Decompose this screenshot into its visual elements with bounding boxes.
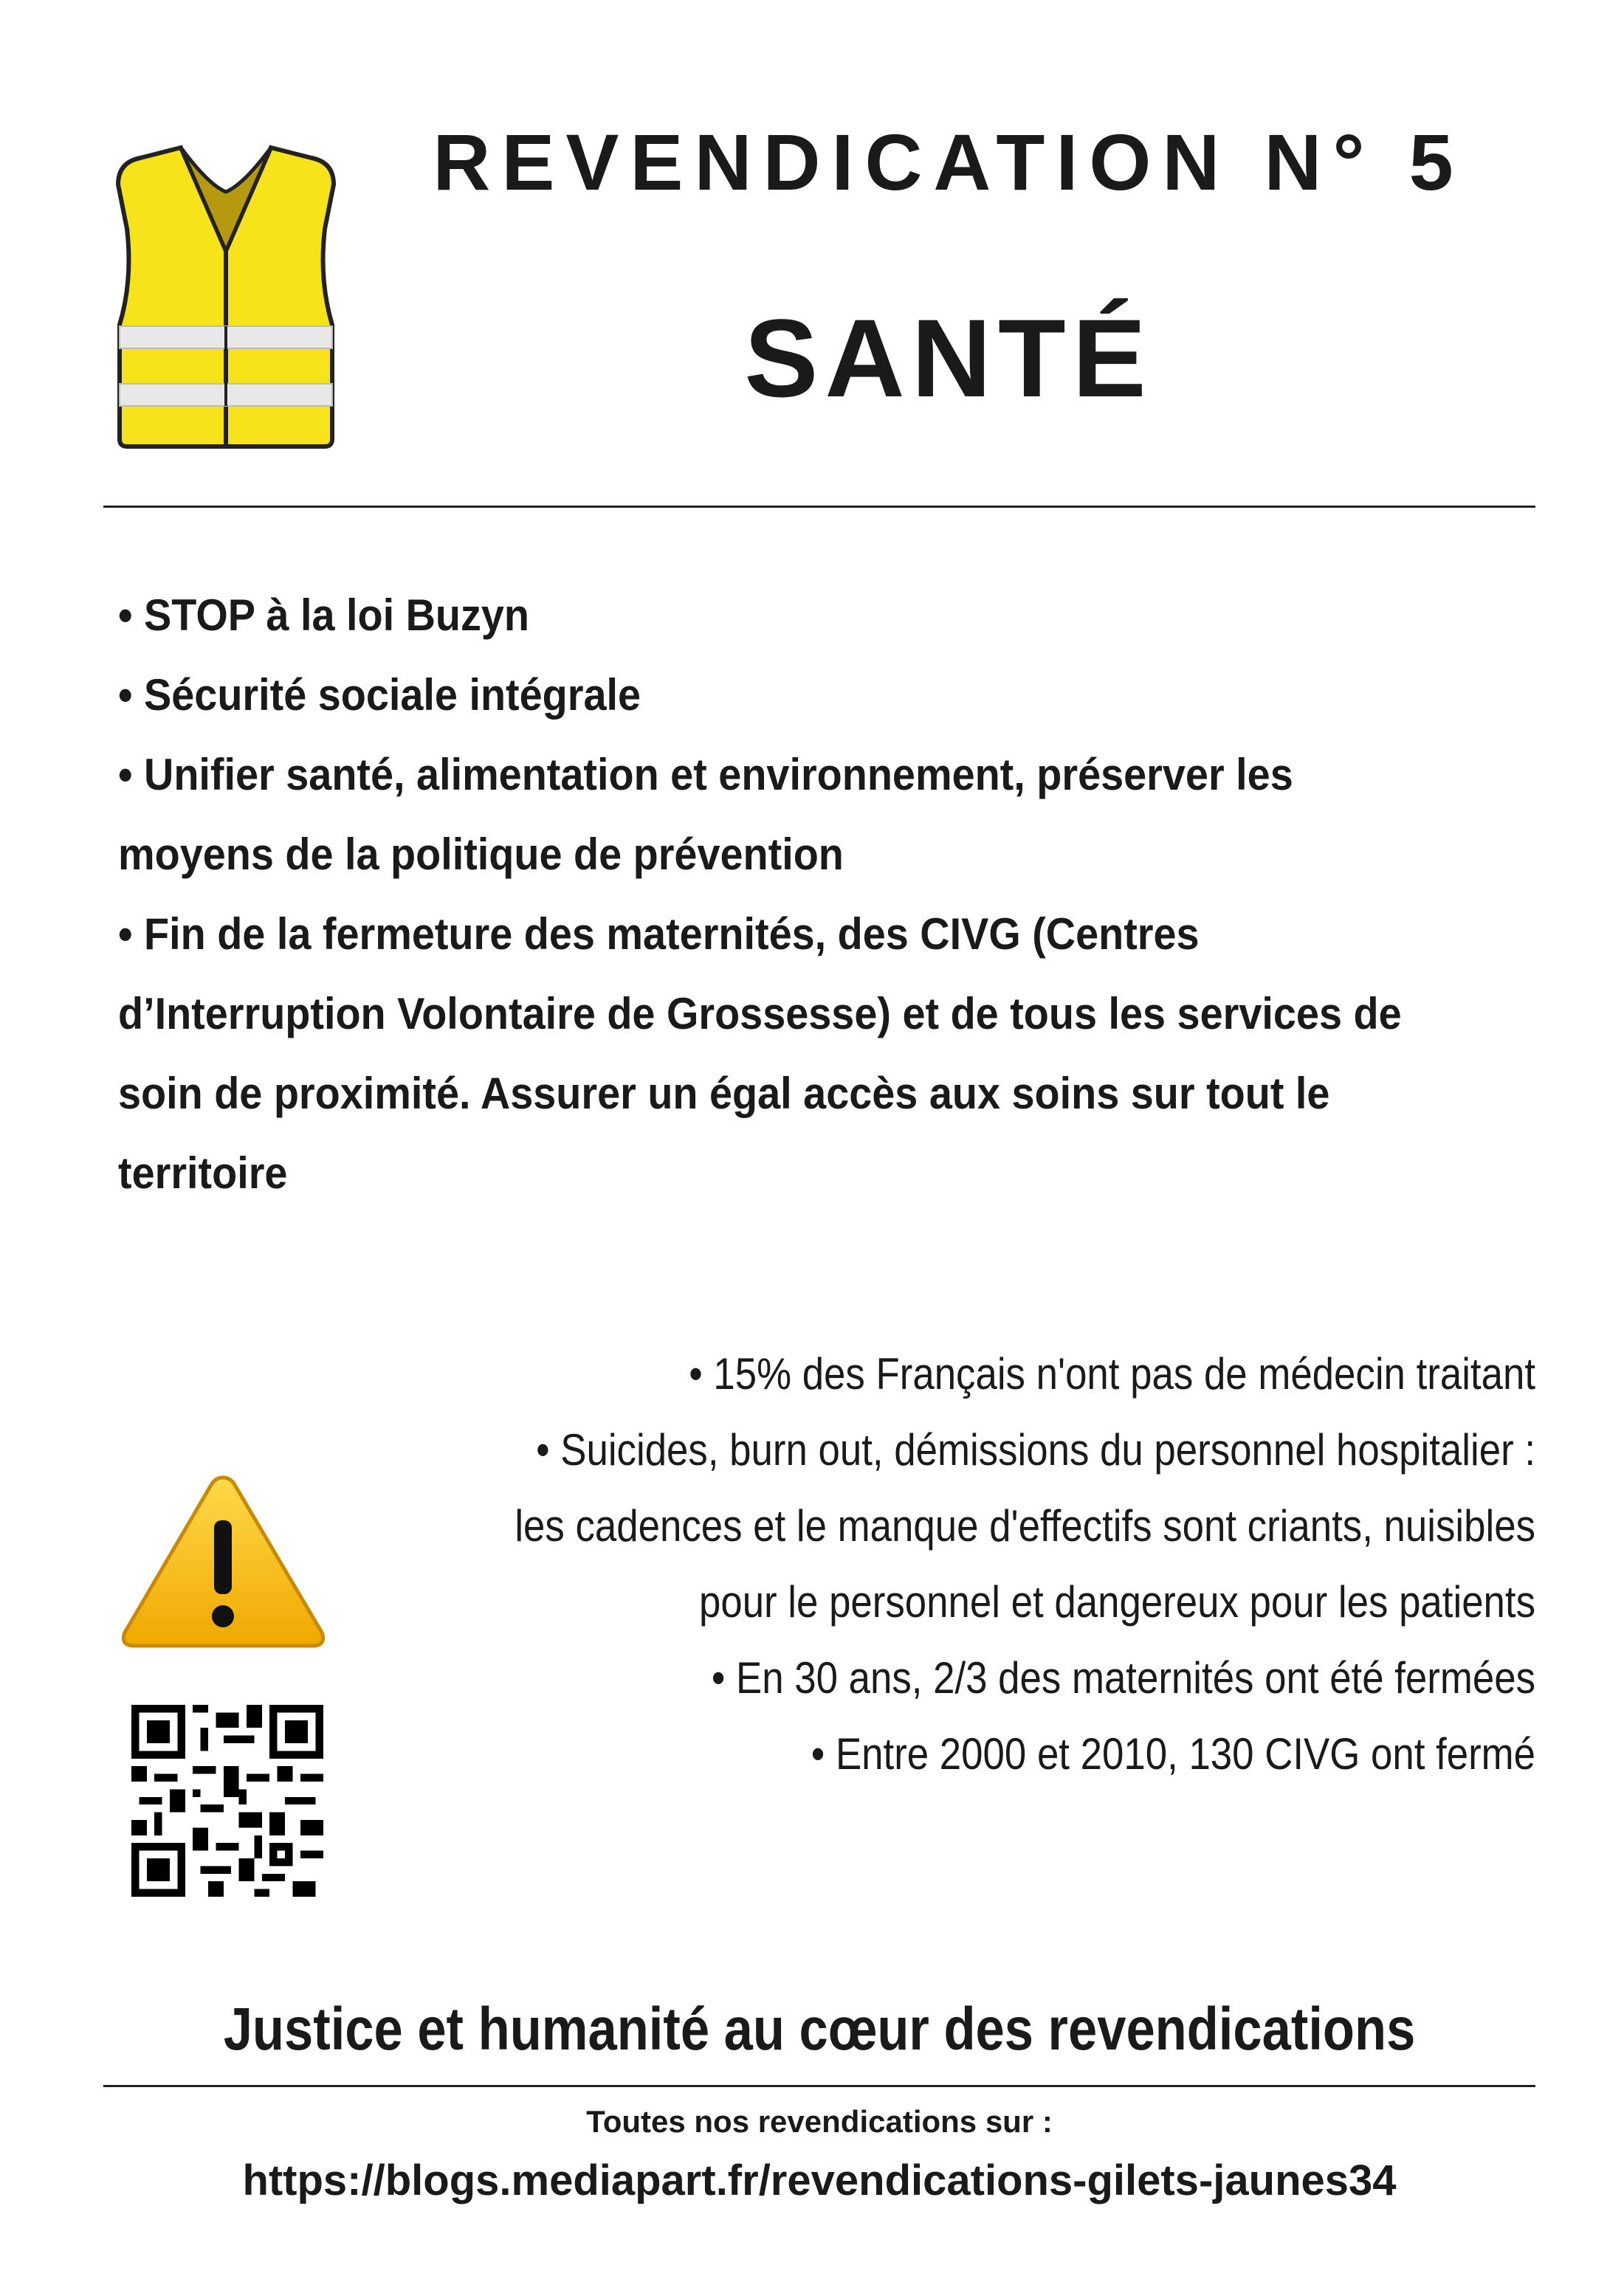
divider (103, 2085, 1535, 2087)
list-item: • Fin de la fermeture des maternités, des CIVG (Centres d’Interruption Volontaire de Grossesse) et de tous les services de soin de proximité. Assurer un égal accès aux soins sur tout le territoire (118, 909, 1402, 1198)
footer-url: https://blogs.mediapart.fr/revendications-gilets-jaunes34 (242, 2157, 1397, 2204)
page-subtitle: SANTÉ (744, 296, 1153, 420)
list-item: les cadences et le manque d'effectifs sont criants, nuisibles (515, 1501, 1535, 1551)
footer-label: Toutes nos revendications sur : (586, 2104, 1053, 2139)
page-title: REVENDICATION N° 5 (433, 117, 1465, 207)
list-item: • Unifier santé, alimentation et environnement, préserver les moyens de la politique de prévention (118, 750, 1293, 879)
list-item: • 15% des Français n'ont pas de médecin traitant (689, 1349, 1535, 1399)
yellow-vest-icon (111, 140, 341, 450)
list-item: • En 30 ans, 2/3 des maternités ont été fermées (711, 1653, 1535, 1703)
slogan: Justice et humanité au cœur des revendications (223, 1996, 1416, 2063)
list-item: • Suicides, burn out, démissions du personnel hospitalier : (536, 1425, 1535, 1475)
warning-icon (118, 1469, 328, 1653)
qr-code (131, 1705, 323, 1897)
list-item: • STOP à la loi Buzyn (118, 590, 530, 640)
facts-list (431, 1336, 1535, 1792)
list-item: • Sécurité sociale intégrale (118, 670, 641, 720)
divider (103, 506, 1535, 508)
demands-list (118, 576, 1437, 1213)
list-item: pour le personnel et dangereux pour les patients (698, 1577, 1535, 1627)
list-item: • Entre 2000 et 2010, 130 CIVG ont fermé (811, 1729, 1535, 1779)
